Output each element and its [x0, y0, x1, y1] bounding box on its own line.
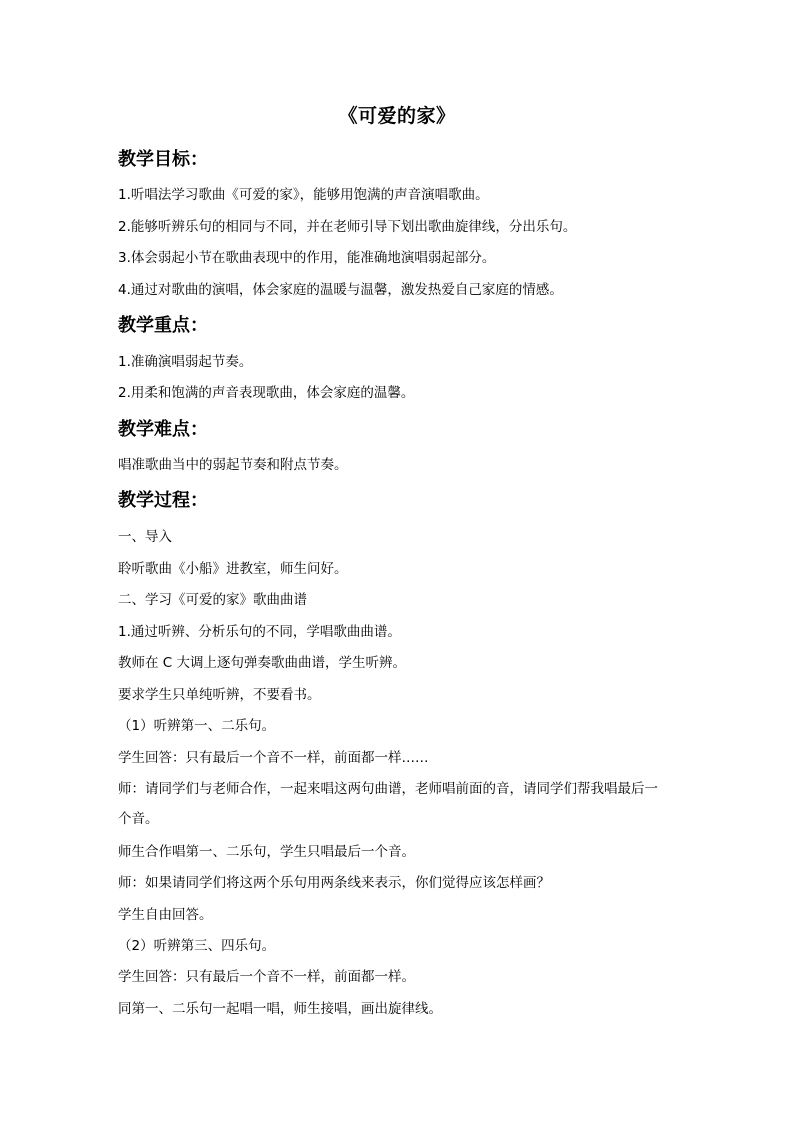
paragraph-line: 1.听唱法学习歌曲《可爱的家》，能够用饱满的声音演唱歌曲。: [118, 187, 489, 203]
paragraph-line: 师：如果请同学们将这两个乐句用两条线来表示，你们觉得应该怎样画？: [118, 875, 550, 891]
paragraph-line: 要求学生只单纯听辨，不要看书。: [118, 687, 321, 703]
paragraph-line: 同第一、二乐句一起唱一唱，师生接唱，画出旋律线。: [118, 1001, 442, 1017]
paragraph-line: 个音。: [118, 811, 159, 827]
paragraph-line: 学生回答：只有最后一个音不一样，前面都一样。: [118, 969, 415, 985]
section-heading-key-points: 教学重点：: [118, 315, 208, 336]
section-heading-objectives: 教学目标：: [118, 149, 208, 170]
paragraph-line: 学生回答：只有最后一个音不一样，前面都一样……: [118, 750, 429, 766]
paragraph-line: 聆听歌曲《小船》进教室，师生问好。: [118, 561, 348, 577]
paragraph-line: 3.体会弱起小节在歌曲表现中的作用，能准确地演唱弱起部分。: [118, 250, 496, 266]
paragraph-line: 2.能够听辨乐句的相同与不同，并在老师引导下划出歌曲旋律线，分出乐句。: [118, 219, 577, 235]
paragraph-line: 1.通过听辨、分析乐句的不同，学唱歌曲曲谱。: [118, 624, 401, 640]
paragraph-line: 二、学习《可爱的家》歌曲曲谱: [118, 592, 307, 608]
paragraph-line: 2.用柔和饱满的声音表现歌曲，体会家庭的温馨。: [118, 385, 415, 401]
paragraph-line: 一、导入: [118, 529, 172, 545]
section-heading-process: 教学过程：: [118, 490, 208, 511]
paragraph-line: 师：请同学们与老师合作，一起来唱这两句曲谱，老师唱前面的音，请同学们帮我唱最后一: [118, 781, 658, 797]
paragraph-line: （1）听辨第一、二乐句。: [118, 718, 276, 734]
paragraph-line: 4.通过对歌曲的演唱，体会家庭的温暖与温馨，激发热爱自己家庭的情感。: [118, 282, 563, 298]
paragraph-line: 师生合作唱第一、二乐句，学生只唱最后一个音。: [118, 844, 415, 860]
paragraph-line: 唱准歌曲当中的弱起节奏和附点节奏。: [118, 457, 348, 473]
page-title: 《可爱的家》: [338, 105, 456, 127]
paragraph-line: 学生自由回答。: [118, 907, 213, 923]
paragraph-line: （2）听辨第三、四乐句。: [118, 938, 276, 954]
section-heading-difficulties: 教学难点：: [118, 419, 208, 440]
paragraph-line: 1.准确演唱弱起节奏。: [118, 354, 253, 370]
paragraph-line: 教师在 C 大调上逐句弹奏歌曲曲谱，学生听辨。: [118, 655, 407, 671]
